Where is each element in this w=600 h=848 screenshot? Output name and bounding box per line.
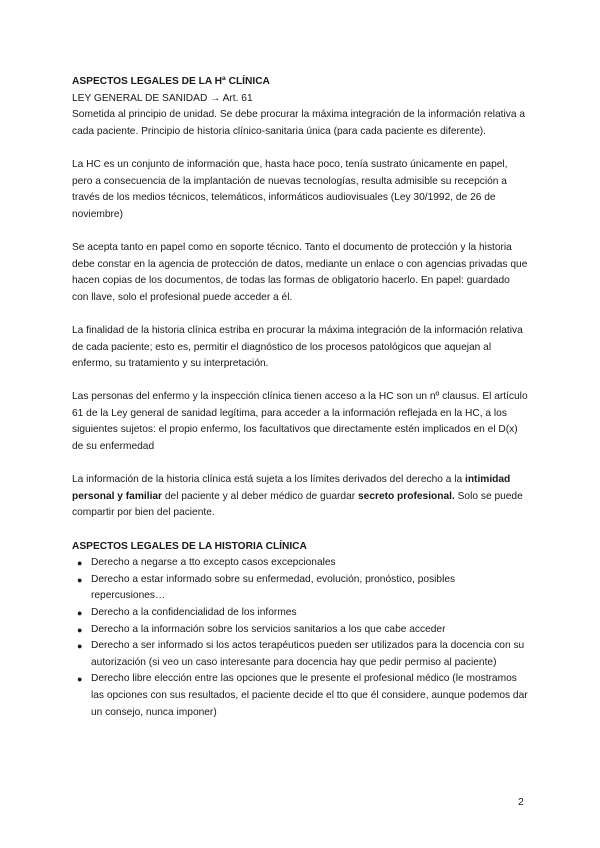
document-page bbox=[72, 74, 528, 721]
paragraph-support: La HC es un conjunto de información que, hasta hace poco, tenía sustrato únicamente en papel, pero a consecuencia de la implantación de nuevas tecnologías, resulta admisible su recepción a través de los medios técnicos, telemáticos, informáticos audiovisuales (Ley 30/1992, de 26 de noviembre) bbox=[72, 158, 508, 220]
section-heading-legal-hc: ASPECTOS LEGALES DE LA Hª CLÍNICA bbox=[72, 76, 270, 87]
bullet-icon: ● bbox=[77, 608, 83, 618]
law-reference: LEY GENERAL DE SANIDAD → Art. 61 bbox=[72, 92, 253, 104]
list-item-text: Derecho a la información sobre los servicios sanitarios a los que cabe acceder bbox=[91, 623, 446, 635]
list-item bbox=[72, 622, 528, 639]
bullet-icon: ● bbox=[77, 574, 83, 585]
paragraph-privacy bbox=[72, 472, 528, 522]
paragraph-purpose: La finalidad de la historia clínica estriba en procurar la máxima integración de la información relativa de cada paciente; esto es, permitir el diagnóstico de los procesos patológicos que aquejan al enfermo, su tratamiento y su interpretación. bbox=[72, 324, 523, 370]
list-item-text: Derecho libre elección entre las opciones que le presente el profesional médico (le mostramos las opciones con sus resultados, el paciente decide el tto que él considere, aunque podemos dar un consejo, nunca imponer) bbox=[91, 673, 528, 718]
bullet-icon: ● bbox=[77, 624, 83, 635]
page-number: 2 bbox=[518, 796, 524, 808]
rights-list bbox=[72, 555, 528, 721]
bullet-icon: ● bbox=[77, 558, 83, 569]
privacy-text-3: Solo se puede compartir por bien del paciente. bbox=[72, 490, 523, 519]
list-item bbox=[72, 638, 528, 671]
list-item bbox=[72, 605, 528, 622]
privacy-bold-intimacy: intimidad personal y familiar bbox=[72, 474, 511, 502]
list-item bbox=[72, 572, 528, 605]
section-heading-rights: ASPECTOS LEGALES DE LA HISTORIA CLÍNICA bbox=[72, 540, 307, 552]
list-item bbox=[72, 555, 528, 572]
paragraph-storage: Se acepta tanto en papel como en soporte técnico. Tanto el documento de protección y la historia debe constar en la agencia de protección de datos, mediante un enlace o con agencias privadas que hacen copias de los documentos, de todas las formas de obligatorio hacerlo. En papel: guardado con llave, solo el profesional puede acceder a él. bbox=[72, 241, 528, 303]
list-item-text: Derecho a ser informado si los actos terapéuticos pueden ser utilizados para la docencia con su autorización (si veo un caso interesante para docencia hay que pedir permiso al paciente) bbox=[91, 640, 525, 668]
list-item bbox=[72, 671, 528, 721]
privacy-text-2: del paciente y al deber médico de guardar bbox=[162, 490, 358, 502]
list-item-text: Derecho a la confidencialidad de los informes bbox=[91, 607, 297, 618]
paragraph-access: Las personas del enfermo y la inspección clínica tienen acceso a la HC son un nº clausus. El artículo 61 de la Ley general de sanidad legítima, para acceder a la información reflejada en la HC, a los siguientes sujetos: el propio enfermo, los facultativos que directamente estén implicados en el D(x) de su enfermedad bbox=[72, 391, 528, 453]
privacy-bold-secret: secreto profesional. bbox=[357, 490, 455, 502]
paragraph-unity: Sometida al principio de unidad. Se debe procurar la máxima integración de la información relativa a cada paciente. Principio de historia clínico-sanitaria única (para cada paciente es diferente). bbox=[72, 109, 526, 137]
bullet-icon: ● bbox=[77, 674, 83, 685]
bullet-icon: ● bbox=[77, 641, 83, 652]
list-item-text: Derecho a negarse a tto excepto casos excepcionales bbox=[91, 557, 336, 569]
list-item-text: Derecho a estar informado sobre su enfermedad, evolución, pronóstico, posibles repercusiones… bbox=[91, 573, 456, 602]
privacy-text-1: La información de la historia clínica está sujeta a los límites derivados del derecho a la bbox=[72, 474, 465, 486]
